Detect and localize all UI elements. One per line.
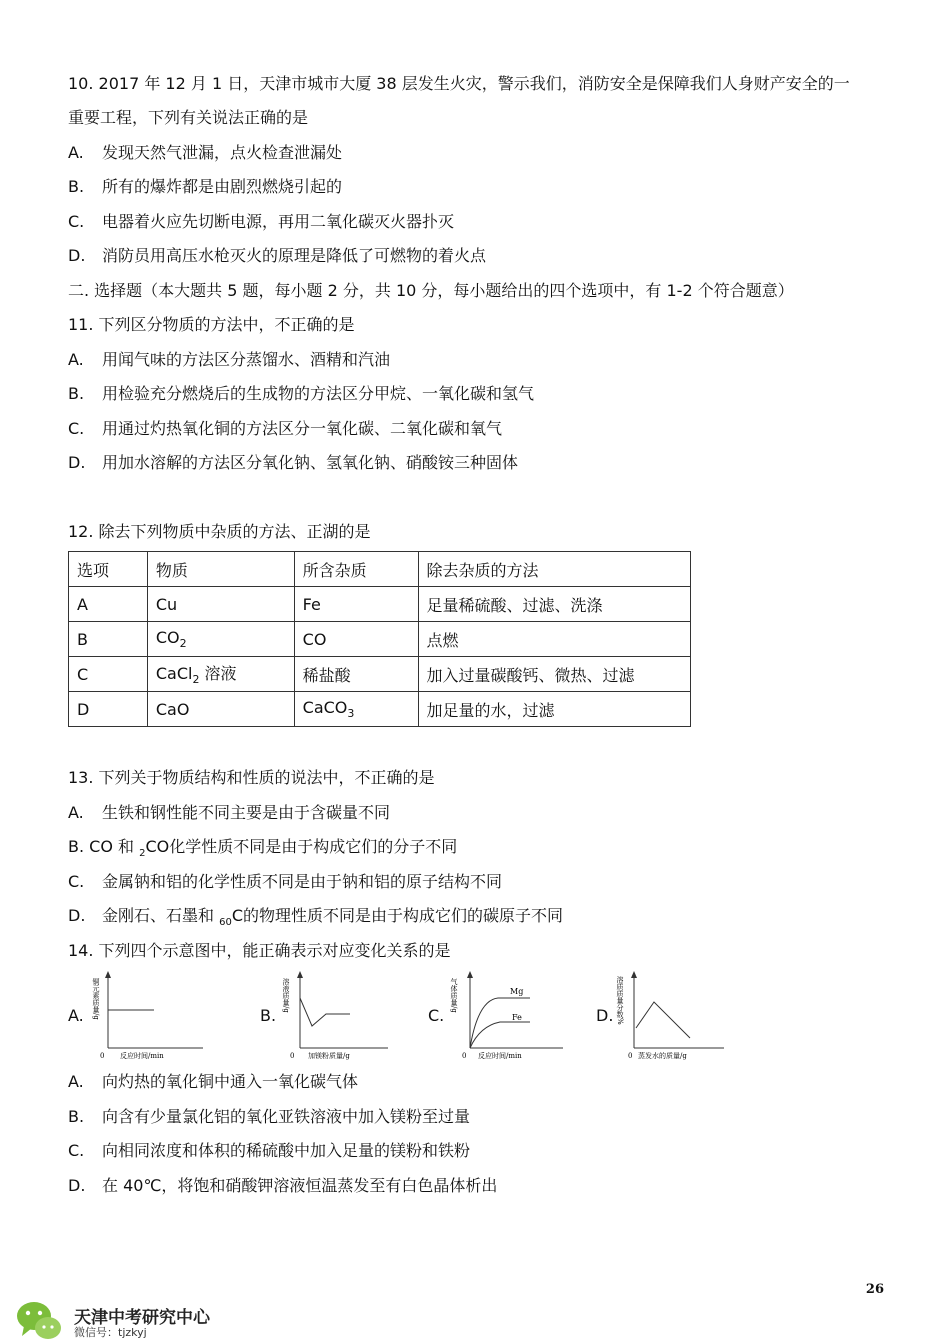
wechat-icon: [14, 1298, 64, 1342]
q14-option-d: D. 在 40℃，将饱和硝酸钾溶液恒温蒸发至有白色晶体析出: [68, 1176, 498, 1195]
table-cell: CaCO$_3$: [294, 692, 418, 727]
table-cell: CaO: [147, 692, 294, 727]
q13-stem: 13. 下列关于物质结构和性质的说法中，不正确的是: [68, 768, 435, 787]
table-cell: Fe: [294, 587, 418, 622]
svg-text:溶液质量/g: 溶液质量/g: [282, 978, 290, 1013]
table-header-row: [69, 552, 691, 587]
svg-text:铜元素质量/g: 铜元素质量/g: [92, 978, 100, 1020]
q13-option-c: C. 金属钠和铝的化学性质不同是由于钠和铝的原子结构不同: [68, 872, 503, 891]
svg-text:反应时间/min: 反应时间/min: [478, 1052, 522, 1060]
table-header-cell: 选项: [69, 552, 148, 587]
svg-text:0: 0: [628, 1052, 633, 1060]
impurity-table: [68, 551, 691, 727]
q13-option-a: A. 生铁和钢性能不同主要是由于含碳量不同: [68, 803, 391, 822]
svg-text:Mg: Mg: [510, 987, 524, 996]
svg-text:加镁粉质量/g: 加镁粉质量/g: [308, 1052, 350, 1060]
graph-b-svg: [278, 970, 398, 1062]
table-cell: 稀盐酸: [294, 657, 418, 692]
q10-option-b: B. 所有的爆炸都是由剧烈燃烧引起的: [68, 177, 343, 196]
table-cell: A: [69, 587, 148, 622]
q10-option-c: C. 电器着火应先切断电源，再用二氧化碳灭火器扑灭: [68, 212, 455, 231]
q10-option-d: D. 消防员用高压水枪灭火的原理是降低了可燃物的着火点: [68, 246, 487, 265]
table-cell: Cu: [147, 587, 294, 622]
q11-stem: 11. 下列区分物质的方法中，不正确的是: [68, 315, 355, 334]
q11-option-d: D. 用加水溶解的方法区分氧化钠、氢氧化钠、硝酸铵三种固体: [68, 453, 519, 472]
table-cell: $CO_2$: [147, 622, 294, 657]
q11-option-c: C. 用通过灼热氧化铜的方法区分一氧化碳、二氧化碳和氧气: [68, 419, 503, 438]
svg-text:Fe: Fe: [512, 1013, 522, 1022]
svg-text:蒸发水的质量/g: 蒸发水的质量/g: [638, 1052, 687, 1060]
table-cell: C: [69, 657, 148, 692]
table-row: [69, 692, 691, 727]
table-cell: 足量稀硫酸、过滤、洗涤: [418, 587, 690, 622]
section2-heading: 二. 选择题（本大题共 5 题，每小题 2 分，共 10 分，每小题给出的四个选项中，有 1-2 个符合题意）: [68, 281, 794, 300]
table-row: [69, 622, 691, 657]
table-cell: 加入过量碳酸钙、微热、过滤: [418, 657, 690, 692]
graph-d-svg: [614, 970, 734, 1062]
table-cell: 点燃: [418, 622, 690, 657]
q12-stem: 12. 除去下列物质中杂质的方法、正湖的是: [68, 522, 371, 541]
q14-option-a: A. 向灼热的氧化铜中通入一氧化碳气体: [68, 1072, 359, 1091]
table-row: [69, 657, 691, 692]
q14-option-b: B. 向含有少量氯化铝的氧化亚铁溶液中加入镁粉至过量: [68, 1107, 471, 1126]
q13-option-b: B. CO 和 $_2$CO化学性质不同是由于构成它们的分子不同: [68, 837, 458, 860]
q11-option-a: A. 用闻气味的方法区分蒸馏水、酒精和汽油: [68, 350, 391, 369]
table-cell: D: [69, 692, 148, 727]
page-number: 26: [865, 1282, 884, 1297]
svg-text:0: 0: [100, 1052, 105, 1060]
svg-text:反应时间/min: 反应时间/min: [120, 1052, 164, 1060]
table-row: [69, 587, 691, 622]
table-header-cell: 除去杂质的方法: [418, 552, 690, 587]
table-cell: B: [69, 622, 148, 657]
svg-text:0: 0: [290, 1052, 295, 1060]
footer-title: 天津中考研究中心: [74, 1308, 210, 1328]
q14-stem: 14. 下列四个示意图中，能正确表示对应变化关系的是: [68, 941, 451, 960]
table-cell: CO: [294, 622, 418, 657]
graph-c-svg: [448, 970, 568, 1062]
q13-option-d: D. 金刚石、石墨和 $_{60}$C的物理性质不同是由于构成它们的碳原子不同: [68, 906, 564, 929]
q14-option-c: C. 向相同浓度和体积的稀硫酸中加入足量的镁粉和铁粉: [68, 1141, 471, 1160]
q10-stem-line1: 10. 2017 年 12 月 1 日，天津市城市大厦 38 层发生火灾，警示我们，消防安全是保障我们人身财产安全的一: [68, 74, 850, 93]
footer-subtitle: 微信号：tjzkyj: [74, 1326, 147, 1339]
table-cell: CaCl$_2$ 溶液: [147, 657, 294, 692]
q10-stem-line2: 重要工程，下列有关说法正确的是: [68, 108, 309, 127]
svg-text:0: 0: [462, 1052, 467, 1060]
q11-option-b: B. 用检验充分燃烧后的生成物的方法区分甲烷、一氧化碳和氢气: [68, 384, 535, 403]
q10-option-a: A. 发现天然气泄漏，点火检查泄漏处: [68, 143, 343, 162]
svg-text:溶质质量分数%: 溶质质量分数%: [616, 976, 624, 1025]
table-cell: 加足量的水，过滤: [418, 692, 690, 727]
graph-a-svg: [88, 970, 208, 1062]
table-header-cell: 所含杂质: [294, 552, 418, 587]
table-header-cell: 物质: [147, 552, 294, 587]
svg-text:气体质量/g: 气体质量/g: [450, 978, 458, 1013]
